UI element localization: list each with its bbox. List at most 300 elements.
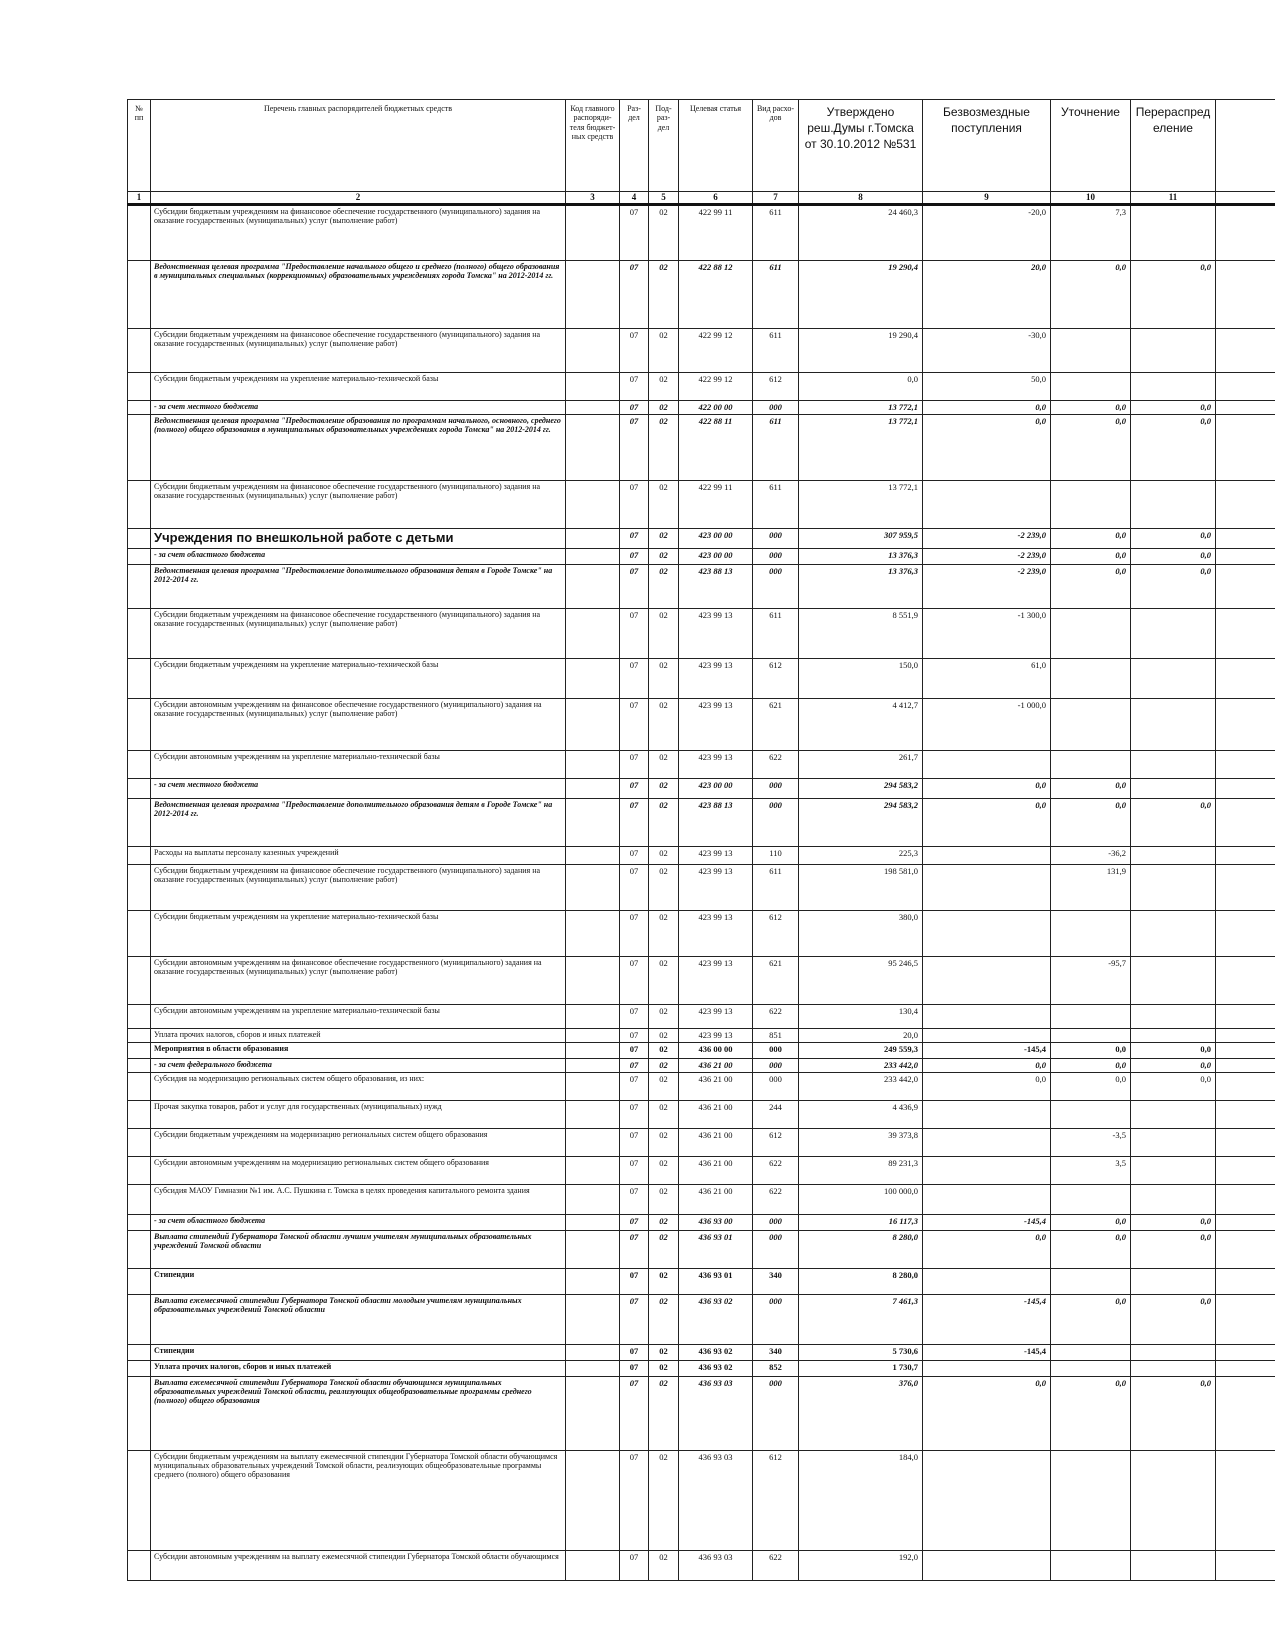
col-number: 5 bbox=[649, 192, 679, 205]
row-podrazdel: 02 bbox=[649, 414, 679, 480]
row-vid: 244 bbox=[753, 1100, 799, 1128]
row-number-cell bbox=[128, 778, 151, 798]
row-number-cell bbox=[128, 798, 151, 846]
row-number-cell bbox=[128, 260, 151, 328]
row-pereraspr: 0,0 bbox=[1131, 528, 1216, 548]
table-row bbox=[128, 1344, 1275, 1360]
row-pereraspr bbox=[1131, 698, 1216, 750]
row-extra-cell bbox=[1216, 480, 1275, 528]
row-utoch: 131,9 bbox=[1051, 864, 1131, 910]
col-header-vid: Вид расхо-дов bbox=[753, 100, 799, 192]
row-approved: 130,4 bbox=[799, 1004, 923, 1028]
row-utoch bbox=[1051, 658, 1131, 698]
row-number-cell bbox=[128, 328, 151, 372]
row-approved: 39 373,8 bbox=[799, 1128, 923, 1156]
row-podrazdel: 02 bbox=[649, 1344, 679, 1360]
row-pereraspr bbox=[1131, 1128, 1216, 1156]
row-extra-cell bbox=[1216, 1072, 1275, 1100]
row-vid: 000 bbox=[753, 798, 799, 846]
row-extra-cell bbox=[1216, 204, 1275, 260]
row-name: Субсидии бюджетным учреждениям на укрепление материально-технической базы bbox=[151, 372, 566, 400]
row-razdel: 07 bbox=[620, 1294, 649, 1344]
row-razdel: 07 bbox=[620, 1042, 649, 1058]
row-number-cell bbox=[128, 414, 151, 480]
row-approved: 13 376,3 bbox=[799, 564, 923, 608]
row-statya: 422 99 11 bbox=[679, 480, 753, 528]
row-bezvozm: -2 239,0 bbox=[923, 528, 1051, 548]
row-podrazdel: 02 bbox=[649, 1072, 679, 1100]
table-row bbox=[128, 400, 1275, 414]
row-vid: 000 bbox=[753, 1072, 799, 1100]
row-statya: 423 88 13 bbox=[679, 798, 753, 846]
table-row bbox=[128, 798, 1275, 846]
row-podrazdel: 02 bbox=[649, 1042, 679, 1058]
row-extra-cell bbox=[1216, 1450, 1275, 1550]
row-bezvozm bbox=[923, 480, 1051, 528]
row-podrazdel: 02 bbox=[649, 864, 679, 910]
row-statya: 436 93 03 bbox=[679, 1550, 753, 1580]
row-name: - за счет областного бюджета bbox=[151, 1214, 566, 1230]
row-approved: 4 436,9 bbox=[799, 1100, 923, 1128]
row-name: Субсидии автономным учреждениям на финансовое обеспечение государственного (муниципального) задания на оказание государственных (муниципальных) услуг (выполнение работ) bbox=[151, 698, 566, 750]
row-number-cell bbox=[128, 528, 151, 548]
row-vid: 611 bbox=[753, 480, 799, 528]
row-razdel: 07 bbox=[620, 1214, 649, 1230]
col-number-extra bbox=[1216, 192, 1275, 205]
row-name: - за счет местного бюджета bbox=[151, 778, 566, 798]
row-statya: 423 99 13 bbox=[679, 846, 753, 864]
row-razdel: 07 bbox=[620, 1230, 649, 1268]
row-vid: 622 bbox=[753, 750, 799, 778]
row-approved: 8 551,9 bbox=[799, 608, 923, 658]
row-code bbox=[566, 956, 620, 1004]
row-utoch bbox=[1051, 1450, 1131, 1550]
table-row bbox=[128, 750, 1275, 778]
row-bezvozm bbox=[923, 1004, 1051, 1028]
row-utoch bbox=[1051, 910, 1131, 956]
row-code bbox=[566, 1072, 620, 1100]
row-podrazdel: 02 bbox=[649, 1360, 679, 1376]
row-vid: 611 bbox=[753, 414, 799, 480]
row-razdel: 07 bbox=[620, 750, 649, 778]
row-name: Мероприятия в области образования bbox=[151, 1042, 566, 1058]
row-bezvozm: -145,4 bbox=[923, 1214, 1051, 1230]
row-number-cell bbox=[128, 658, 151, 698]
row-approved: 380,0 bbox=[799, 910, 923, 956]
row-name: Субсидии бюджетным учреждениям на финансовое обеспечение государственного (муниципального) задания на оказание государственных (муниципальных) услуг (выполнение работ) bbox=[151, 480, 566, 528]
row-podrazdel: 02 bbox=[649, 698, 679, 750]
row-approved: 192,0 bbox=[799, 1550, 923, 1580]
table-row bbox=[128, 1214, 1275, 1230]
row-number-cell bbox=[128, 910, 151, 956]
row-code bbox=[566, 1184, 620, 1214]
row-bezvozm bbox=[923, 1450, 1051, 1550]
row-razdel: 07 bbox=[620, 1156, 649, 1184]
row-extra-cell bbox=[1216, 1004, 1275, 1028]
row-utoch: 0,0 bbox=[1051, 1042, 1131, 1058]
row-statya: 436 21 00 bbox=[679, 1184, 753, 1214]
row-utoch: 7,3 bbox=[1051, 204, 1131, 260]
row-statya: 422 99 12 bbox=[679, 372, 753, 400]
row-razdel: 07 bbox=[620, 910, 649, 956]
row-approved: 307 959,5 bbox=[799, 528, 923, 548]
row-code bbox=[566, 1042, 620, 1058]
row-pereraspr bbox=[1131, 778, 1216, 798]
row-number-cell bbox=[128, 480, 151, 528]
row-statya: 423 00 00 bbox=[679, 548, 753, 564]
row-number-cell bbox=[128, 1028, 151, 1042]
row-utoch: -95,7 bbox=[1051, 956, 1131, 1004]
row-podrazdel: 02 bbox=[649, 564, 679, 608]
row-pereraspr bbox=[1131, 1268, 1216, 1294]
row-utoch: -36,2 bbox=[1051, 846, 1131, 864]
row-pereraspr bbox=[1131, 1550, 1216, 1580]
row-number-cell bbox=[128, 1072, 151, 1100]
row-statya: 436 93 00 bbox=[679, 1214, 753, 1230]
col-number: 3 bbox=[566, 192, 620, 205]
row-extra-cell bbox=[1216, 260, 1275, 328]
row-name: Субсидия МАОУ Гимназии №1 им. А.С. Пушкина г. Томска в целях проведения капитального ремонта здания bbox=[151, 1184, 566, 1214]
row-number-cell bbox=[128, 1376, 151, 1450]
col-header-razdel: Раз-дел bbox=[620, 100, 649, 192]
row-bezvozm: 0,0 bbox=[923, 414, 1051, 480]
row-code bbox=[566, 1100, 620, 1128]
row-number-cell bbox=[128, 1268, 151, 1294]
row-code bbox=[566, 328, 620, 372]
row-bezvozm: 0,0 bbox=[923, 1376, 1051, 1450]
row-approved: 1 730,7 bbox=[799, 1360, 923, 1376]
row-extra-cell bbox=[1216, 1184, 1275, 1214]
row-name: Субсидии бюджетным учреждениям на укрепление материально-технической базы bbox=[151, 658, 566, 698]
row-number-cell bbox=[128, 1230, 151, 1268]
row-pereraspr: 0,0 bbox=[1131, 1072, 1216, 1100]
row-approved: 7 461,3 bbox=[799, 1294, 923, 1344]
table-row bbox=[128, 956, 1275, 1004]
row-name: Субсидия на модернизацию региональных систем общего образования, из них: bbox=[151, 1072, 566, 1100]
table-row bbox=[128, 1360, 1275, 1376]
row-code bbox=[566, 204, 620, 260]
row-razdel: 07 bbox=[620, 1376, 649, 1450]
row-utoch bbox=[1051, 1268, 1131, 1294]
table-row bbox=[128, 778, 1275, 798]
row-utoch: 0,0 bbox=[1051, 1294, 1131, 1344]
row-approved: 19 290,4 bbox=[799, 328, 923, 372]
table-row bbox=[128, 1184, 1275, 1214]
row-pereraspr bbox=[1131, 1156, 1216, 1184]
row-extra-cell bbox=[1216, 1550, 1275, 1580]
row-bezvozm bbox=[923, 864, 1051, 910]
row-code bbox=[566, 1450, 620, 1550]
row-statya: 423 99 13 bbox=[679, 910, 753, 956]
row-utoch: -3,5 bbox=[1051, 1128, 1131, 1156]
table-row bbox=[128, 328, 1275, 372]
row-approved: 13 772,1 bbox=[799, 480, 923, 528]
row-razdel: 07 bbox=[620, 956, 649, 1004]
row-code bbox=[566, 608, 620, 658]
row-razdel: 07 bbox=[620, 1450, 649, 1550]
row-name: Ведомственная целевая программа "Предоставление образования по программам начального, основного, среднего (полного) общего образования в муниципальных образовательных учреждениях города Томска" на 2012-2014 гг. bbox=[151, 414, 566, 480]
row-pereraspr: 0,0 bbox=[1131, 1058, 1216, 1072]
row-approved: 4 412,7 bbox=[799, 698, 923, 750]
row-name: Уплата прочих налогов, сборов и иных платежей bbox=[151, 1028, 566, 1042]
row-pereraspr bbox=[1131, 750, 1216, 778]
row-utoch: 0,0 bbox=[1051, 260, 1131, 328]
row-utoch bbox=[1051, 1100, 1131, 1128]
row-extra-cell bbox=[1216, 1028, 1275, 1042]
row-podrazdel: 02 bbox=[649, 1294, 679, 1344]
row-pereraspr bbox=[1131, 1360, 1216, 1376]
row-pereraspr: 0,0 bbox=[1131, 1042, 1216, 1058]
row-bezvozm bbox=[923, 1100, 1051, 1128]
row-approved: 0,0 bbox=[799, 372, 923, 400]
col-header-code: Код главного распоряди-теля бюджет-ных средств bbox=[566, 100, 620, 192]
row-name: - за счет федерального бюджета bbox=[151, 1058, 566, 1072]
row-pereraspr bbox=[1131, 1100, 1216, 1128]
row-bezvozm: -20,0 bbox=[923, 204, 1051, 260]
row-approved: 19 290,4 bbox=[799, 260, 923, 328]
row-statya: 436 21 00 bbox=[679, 1100, 753, 1128]
row-number-cell bbox=[128, 1156, 151, 1184]
row-vid: 611 bbox=[753, 864, 799, 910]
table-row bbox=[128, 1004, 1275, 1028]
row-number-cell bbox=[128, 1004, 151, 1028]
col-header-pereraspr: Перераспред еление bbox=[1131, 100, 1216, 192]
row-extra-cell bbox=[1216, 1268, 1275, 1294]
row-code bbox=[566, 1058, 620, 1072]
row-razdel: 07 bbox=[620, 798, 649, 846]
row-vid: 340 bbox=[753, 1344, 799, 1360]
row-approved: 261,7 bbox=[799, 750, 923, 778]
row-name: Субсидии автономным учреждениям на финансовое обеспечение государственного (муниципального) задания на оказание государственных (муниципальных) услуг (выполнение работ) bbox=[151, 956, 566, 1004]
row-code bbox=[566, 658, 620, 698]
row-number-cell bbox=[128, 1128, 151, 1156]
row-vid: 611 bbox=[753, 204, 799, 260]
row-utoch: 3,5 bbox=[1051, 1156, 1131, 1184]
row-pereraspr: 0,0 bbox=[1131, 1294, 1216, 1344]
row-code bbox=[566, 1344, 620, 1360]
row-utoch: 0,0 bbox=[1051, 1058, 1131, 1072]
row-bezvozm: 20,0 bbox=[923, 260, 1051, 328]
row-utoch bbox=[1051, 750, 1131, 778]
row-code bbox=[566, 260, 620, 328]
row-razdel: 07 bbox=[620, 658, 649, 698]
row-pereraspr: 0,0 bbox=[1131, 400, 1216, 414]
col-number: 6 bbox=[679, 192, 753, 205]
table-row bbox=[128, 608, 1275, 658]
table-row bbox=[128, 1450, 1275, 1550]
row-razdel: 07 bbox=[620, 414, 649, 480]
row-approved: 233 442,0 bbox=[799, 1058, 923, 1072]
row-statya: 423 99 13 bbox=[679, 608, 753, 658]
col-header-podrazdel: Под-раз-дел bbox=[649, 100, 679, 192]
row-vid: 612 bbox=[753, 910, 799, 956]
table-row bbox=[128, 698, 1275, 750]
row-name: - за счет местного бюджета bbox=[151, 400, 566, 414]
table-row bbox=[128, 1230, 1275, 1268]
row-vid: 000 bbox=[753, 548, 799, 564]
table-row bbox=[128, 260, 1275, 328]
row-bezvozm bbox=[923, 1360, 1051, 1376]
row-vid: 612 bbox=[753, 1128, 799, 1156]
row-podrazdel: 02 bbox=[649, 1376, 679, 1450]
row-name: Стипендии bbox=[151, 1268, 566, 1294]
row-extra-cell bbox=[1216, 548, 1275, 564]
row-vid: 611 bbox=[753, 328, 799, 372]
row-vid: 110 bbox=[753, 846, 799, 864]
row-bezvozm bbox=[923, 1028, 1051, 1042]
row-utoch bbox=[1051, 608, 1131, 658]
row-extra-cell bbox=[1216, 1360, 1275, 1376]
row-statya: 436 21 00 bbox=[679, 1058, 753, 1072]
row-name: Субсидии бюджетным учреждениям на выплату ежемесячной стипендии Губернатора Томской области обучающимся муниципальных образовательных учреждений Томской области, реализующих общеобразовательные программы среднего (полного) общего образования bbox=[151, 1450, 566, 1550]
row-statya: 436 93 01 bbox=[679, 1230, 753, 1268]
table-row bbox=[128, 1268, 1275, 1294]
row-pereraspr bbox=[1131, 658, 1216, 698]
budget-table bbox=[127, 99, 1275, 1581]
row-razdel: 07 bbox=[620, 1058, 649, 1072]
row-approved: 8 280,0 bbox=[799, 1230, 923, 1268]
col-number: 8 bbox=[799, 192, 923, 205]
row-approved: 5 730,6 bbox=[799, 1344, 923, 1360]
row-code bbox=[566, 698, 620, 750]
row-statya: 436 93 02 bbox=[679, 1360, 753, 1376]
row-utoch bbox=[1051, 1184, 1131, 1214]
row-name: Выплата ежемесячной стипендии Губернатора Томской области обучающимся муниципальных образовательных учреждений Томской области, реализующих общеобразовательные программы среднего (полного) общего образования bbox=[151, 1376, 566, 1450]
row-extra-cell bbox=[1216, 956, 1275, 1004]
row-extra-cell bbox=[1216, 910, 1275, 956]
row-extra-cell bbox=[1216, 798, 1275, 846]
row-podrazdel: 02 bbox=[649, 1004, 679, 1028]
row-statya: 436 93 02 bbox=[679, 1344, 753, 1360]
row-utoch: 0,0 bbox=[1051, 564, 1131, 608]
row-podrazdel: 02 bbox=[649, 548, 679, 564]
row-podrazdel: 02 bbox=[649, 658, 679, 698]
table-row bbox=[128, 528, 1275, 548]
row-vid: 000 bbox=[753, 1042, 799, 1058]
row-pereraspr: 0,0 bbox=[1131, 548, 1216, 564]
row-pereraspr bbox=[1131, 956, 1216, 1004]
row-code bbox=[566, 864, 620, 910]
row-bezvozm bbox=[923, 750, 1051, 778]
row-podrazdel: 02 bbox=[649, 1028, 679, 1042]
row-approved: 376,0 bbox=[799, 1376, 923, 1450]
row-name: Субсидии бюджетным учреждениям на финансовое обеспечение государственного (муниципального) задания на оказание государственных (муниципальных) услуг (выполнение работ) bbox=[151, 864, 566, 910]
row-number-cell bbox=[128, 698, 151, 750]
row-code bbox=[566, 798, 620, 846]
row-code bbox=[566, 910, 620, 956]
table-row bbox=[128, 1100, 1275, 1128]
row-name: Субсидии бюджетным учреждениям на финансовое обеспечение государственного (муниципального) задания на оказание государственных (муниципальных) услуг (выполнение работ) bbox=[151, 608, 566, 658]
col-number: 2 bbox=[151, 192, 566, 205]
row-bezvozm: 0,0 bbox=[923, 1072, 1051, 1100]
row-utoch: 0,0 bbox=[1051, 1230, 1131, 1268]
row-utoch bbox=[1051, 372, 1131, 400]
row-extra-cell bbox=[1216, 1042, 1275, 1058]
row-pereraspr bbox=[1131, 1184, 1216, 1214]
row-utoch bbox=[1051, 1004, 1131, 1028]
row-name: Субсидии бюджетным учреждениям на модернизацию региональных систем общего образования bbox=[151, 1128, 566, 1156]
row-podrazdel: 02 bbox=[649, 1550, 679, 1580]
row-code bbox=[566, 1230, 620, 1268]
row-code bbox=[566, 1268, 620, 1294]
row-code bbox=[566, 1294, 620, 1344]
row-extra-cell bbox=[1216, 864, 1275, 910]
table-row bbox=[128, 1042, 1275, 1058]
row-name: Субсидии автономным учреждениям на выплату ежемесячной стипендии Губернатора Томской области обучающимся bbox=[151, 1550, 566, 1580]
row-name: Выплата стипендий Губернатора Томской области лучшим учителям муниципальных образовательных учреждений Томской области bbox=[151, 1230, 566, 1268]
row-razdel: 07 bbox=[620, 1128, 649, 1156]
row-extra-cell bbox=[1216, 414, 1275, 480]
row-vid: 622 bbox=[753, 1156, 799, 1184]
row-utoch bbox=[1051, 1028, 1131, 1042]
col-header-utoch: Уточнение bbox=[1051, 100, 1131, 192]
row-approved: 233 442,0 bbox=[799, 1072, 923, 1100]
row-razdel: 07 bbox=[620, 1028, 649, 1042]
col-number: 7 bbox=[753, 192, 799, 205]
row-pereraspr bbox=[1131, 1004, 1216, 1028]
row-number-cell bbox=[128, 564, 151, 608]
row-extra-cell bbox=[1216, 1100, 1275, 1128]
row-code bbox=[566, 750, 620, 778]
row-pereraspr bbox=[1131, 480, 1216, 528]
row-approved: 249 559,3 bbox=[799, 1042, 923, 1058]
row-code bbox=[566, 1028, 620, 1042]
row-number-cell bbox=[128, 1360, 151, 1376]
col-number: 10 bbox=[1051, 192, 1131, 205]
table-row bbox=[128, 1128, 1275, 1156]
row-number-cell bbox=[128, 608, 151, 658]
row-pereraspr: 0,0 bbox=[1131, 798, 1216, 846]
row-bezvozm: 0,0 bbox=[923, 798, 1051, 846]
row-statya: 436 93 01 bbox=[679, 1268, 753, 1294]
row-vid: 000 bbox=[753, 400, 799, 414]
row-approved: 100 000,0 bbox=[799, 1184, 923, 1214]
row-razdel: 07 bbox=[620, 846, 649, 864]
table-row bbox=[128, 372, 1275, 400]
row-extra-cell bbox=[1216, 658, 1275, 698]
header-row bbox=[128, 100, 1275, 192]
row-bezvozm: -145,4 bbox=[923, 1294, 1051, 1344]
row-extra-cell bbox=[1216, 698, 1275, 750]
row-razdel: 07 bbox=[620, 1268, 649, 1294]
row-razdel: 07 bbox=[620, 698, 649, 750]
row-statya: 436 21 00 bbox=[679, 1072, 753, 1100]
row-vid: 622 bbox=[753, 1550, 799, 1580]
row-razdel: 07 bbox=[620, 1550, 649, 1580]
row-code bbox=[566, 1214, 620, 1230]
row-approved: 225,3 bbox=[799, 846, 923, 864]
row-razdel: 07 bbox=[620, 400, 649, 414]
row-vid: 000 bbox=[753, 1376, 799, 1450]
row-approved: 294 583,2 bbox=[799, 778, 923, 798]
table-row bbox=[128, 1376, 1275, 1450]
row-code bbox=[566, 1128, 620, 1156]
row-pereraspr bbox=[1131, 328, 1216, 372]
row-number-cell bbox=[128, 750, 151, 778]
row-razdel: 07 bbox=[620, 1360, 649, 1376]
row-approved: 13 772,1 bbox=[799, 414, 923, 480]
row-code bbox=[566, 1376, 620, 1450]
row-approved: 294 583,2 bbox=[799, 798, 923, 846]
row-razdel: 07 bbox=[620, 480, 649, 528]
row-utoch: 0,0 bbox=[1051, 1214, 1131, 1230]
row-number-cell bbox=[128, 1550, 151, 1580]
row-utoch: 0,0 bbox=[1051, 414, 1131, 480]
row-pereraspr: 0,0 bbox=[1131, 1376, 1216, 1450]
row-podrazdel: 02 bbox=[649, 260, 679, 328]
row-razdel: 07 bbox=[620, 260, 649, 328]
row-razdel: 07 bbox=[620, 1100, 649, 1128]
